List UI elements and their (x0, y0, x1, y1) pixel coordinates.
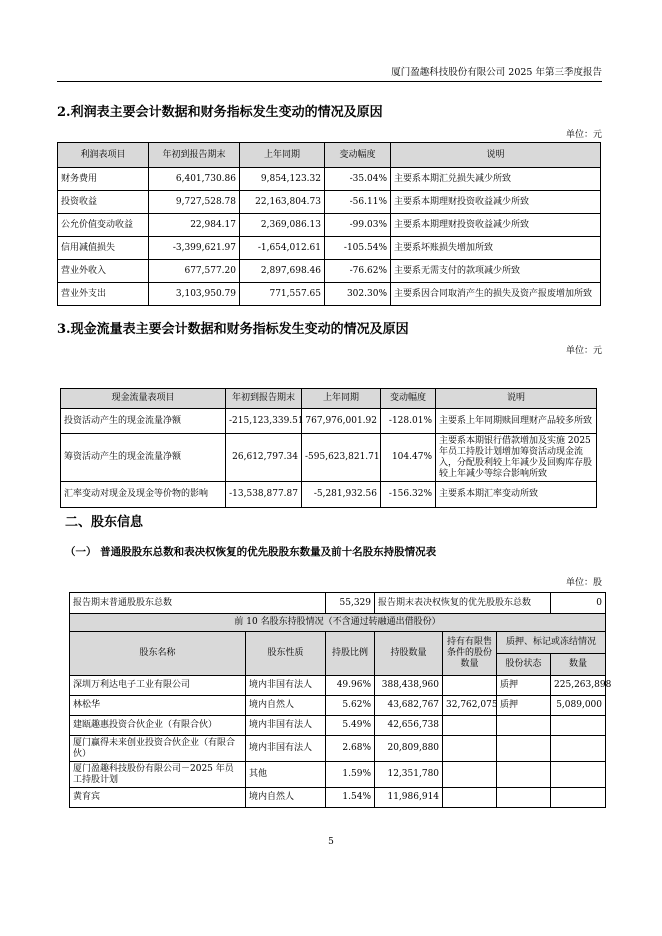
shareholder-restricted: 32,762,075 (443, 696, 497, 716)
income-change: 302.30% (325, 283, 391, 306)
income-change: -35.04% (325, 168, 391, 191)
table-row (61, 409, 597, 434)
table-row (70, 788, 606, 808)
cashflow-col-change: 变动幅度 (381, 389, 436, 409)
shareholder-qty: 43,682,767 (375, 696, 443, 716)
shareholder-name: 林松华 (70, 696, 246, 716)
cashflow-note: 主要系本期银行借款增加及实施 2025 年员工持股计划增加筹资活动现金流入，分配股利较上年减少及回购库存股较上年减少等综合影响所致 (436, 434, 597, 482)
shareholder-amount (551, 716, 606, 736)
cashflow-note: 主要系上年同期赎回理财产品较多所致 (436, 409, 597, 434)
table-row (70, 676, 606, 696)
table-row (61, 434, 597, 482)
shareholder-name: 厦门赢得未来创业投资合伙企业（有限合伙） (70, 736, 246, 762)
shareholder-status (497, 788, 551, 808)
shareholder-qty: 12,351,780 (375, 762, 443, 788)
income-col-change: 变动幅度 (325, 143, 391, 168)
col-pledge: 质押、标记或冻结情况 (497, 632, 606, 654)
shareholder-ratio: 2.68% (326, 736, 375, 762)
shareholder-nature: 境内非国有法人 (246, 716, 326, 736)
income-current: 3,103,950.79 (149, 283, 240, 306)
shareholder-status: 质押 (497, 676, 551, 696)
cashflow-heading: 3.现金流量表主要会计数据和财务指标发生变动的情况及原因 (57, 322, 409, 337)
cashflow-col-prior: 上年同期 (302, 389, 381, 409)
shareholder-ratio: 5.49% (326, 716, 375, 736)
income-prior: 22,163,804.73 (240, 191, 325, 214)
income-prior: 2,897,698.46 (240, 260, 325, 283)
income-change: -56.11% (325, 191, 391, 214)
top10-title-row (70, 614, 606, 632)
cashflow-prior: -595,623,821.71 (302, 434, 381, 482)
table-row (58, 168, 601, 191)
shareholder-name: 深圳万利达电子工业有限公司 (70, 676, 246, 696)
table-row (58, 260, 601, 283)
table-row (70, 762, 606, 788)
income-change: -76.62% (325, 260, 391, 283)
income-col-prior: 上年同期 (240, 143, 325, 168)
shareholder-restricted (443, 736, 497, 762)
income-col-current: 年初到报告期末 (149, 143, 240, 168)
shareholder-nature: 其他 (246, 762, 326, 788)
income-note: 主要系因合同取消产生的损失及资产报废增加所致 (391, 283, 601, 306)
shareholder-amount: 225,263,898 (551, 676, 606, 696)
shareholder-sub-title: （一） 普通股股东总数和表决权恢复的优先股股东数量及前十名股东持股情况表 (65, 546, 437, 558)
shareholder-status (497, 762, 551, 788)
shareholder-nature: 境内非国有法人 (246, 736, 326, 762)
shareholder-amount (551, 736, 606, 762)
col-status: 股份状态 (497, 654, 551, 676)
cashflow-table (60, 388, 597, 508)
shareholder-unit: 单位：股 (565, 578, 602, 588)
cashflow-item: 投资活动产生的现金流量净额 (61, 409, 226, 434)
income-note: 主要系本期理财投资收益减少所致 (391, 191, 601, 214)
cashflow-current: -13,538,877.87 (226, 482, 302, 508)
shareholder-nature: 境内自然人 (246, 696, 326, 716)
cashflow-change: 104.47% (381, 434, 436, 482)
total-shareholders-row (70, 593, 606, 614)
pref-shareholders-value: 0 (551, 593, 606, 614)
total-shareholders-label: 报告期末普通股股东总数 (70, 593, 326, 614)
table-row (61, 482, 597, 508)
cashflow-current: -215,123,339.51 (226, 409, 302, 434)
shareholder-restricted (443, 716, 497, 736)
shareholder-qty: 20,809,880 (375, 736, 443, 762)
col-name: 股东名称 (70, 632, 246, 676)
shareholder-name: 厦门盈趣科技股份有限公司－2025 年员工持股计划 (70, 762, 246, 788)
top10-title: 前 10 名股东持股情况（不含通过转融通出借股份） (70, 614, 606, 632)
income-item: 投资收益 (58, 191, 149, 214)
shareholder-name: 建瓯趣惠投资合伙企业（有限合伙） (70, 716, 246, 736)
income-prior: -1,654,012.61 (240, 237, 325, 260)
table-row (70, 696, 606, 716)
shareholder-amount (551, 788, 606, 808)
table-row (58, 237, 601, 260)
shareholder-nature: 境内非国有法人 (246, 676, 326, 696)
income-heading: 2.利润表主要会计数据和财务指标发生变动的情况及原因 (57, 105, 383, 120)
shareholder-status (497, 736, 551, 762)
shareholder-header-row-1 (70, 632, 606, 654)
income-item: 营业外收入 (58, 260, 149, 283)
cashflow-item: 筹资活动产生的现金流量净额 (61, 434, 226, 482)
cashflow-col-current: 年初到报告期末 (226, 389, 302, 409)
table-row (70, 736, 606, 762)
cashflow-prior: -5,281,932.56 (302, 482, 381, 508)
income-col-note: 说明 (391, 143, 601, 168)
income-table (57, 142, 601, 306)
shareholder-restricted (443, 676, 497, 696)
income-item: 信用减值损失 (58, 237, 149, 260)
cashflow-header-row (61, 389, 597, 409)
shareholder-qty: 11,986,914 (375, 788, 443, 808)
shareholder-nature: 境内自然人 (246, 788, 326, 808)
shareholder-table (69, 592, 612, 808)
income-unit: 单位：元 (565, 130, 602, 140)
income-prior: 771,557.65 (240, 283, 325, 306)
total-shareholders-value: 55,329 (326, 593, 375, 614)
income-change: -105.54% (325, 237, 391, 260)
page-number: 5 (328, 837, 334, 847)
page-header: 厦门盈趣科技股份有限公司 2025 年第三季度报告 (391, 67, 602, 78)
table-row (70, 716, 606, 736)
shareholder-section-title: 二、股东信息 (65, 515, 144, 530)
col-restricted: 持有有限售条件的股份数量 (443, 632, 497, 676)
income-note: 主要系本期理财投资收益减少所致 (391, 214, 601, 237)
income-item: 公允价值变动收益 (58, 214, 149, 237)
income-prior: 2,369,086.13 (240, 214, 325, 237)
income-note: 主要系本期汇兑损失减少所致 (391, 168, 601, 191)
cashflow-change: -156.32% (381, 482, 436, 508)
income-note: 主要系无需支付的款项减少所致 (391, 260, 601, 283)
shareholder-name: 黄育宾 (70, 788, 246, 808)
cashflow-unit: 单位：元 (565, 346, 602, 356)
cashflow-item: 汇率变动对现金及现金等价物的影响 (61, 482, 226, 508)
shareholder-restricted (443, 762, 497, 788)
income-current: -3,399,621.97 (149, 237, 240, 260)
income-current: 9,727,528.78 (149, 191, 240, 214)
table-row (58, 191, 601, 214)
income-current: 677,577.20 (149, 260, 240, 283)
shareholder-status (497, 716, 551, 736)
income-current: 6,401,730.86 (149, 168, 240, 191)
shareholder-ratio: 1.59% (326, 762, 375, 788)
cashflow-current: 26,612,797.34 (226, 434, 302, 482)
col-qty: 持股数量 (375, 632, 443, 676)
cashflow-change: -128.01% (381, 409, 436, 434)
col-amount: 数量 (551, 654, 606, 676)
cashflow-col-item: 现金流量表项目 (61, 389, 226, 409)
shareholder-amount (551, 762, 606, 788)
income-current: 22,984.17 (149, 214, 240, 237)
shareholder-status: 质押 (497, 696, 551, 716)
shareholder-restricted (443, 788, 497, 808)
income-item: 营业外支出 (58, 283, 149, 306)
pref-shareholders-label: 报告期末表决权恢复的优先股股东总数 (375, 593, 551, 614)
header-divider (57, 81, 602, 82)
shareholder-qty: 388,438,960 (375, 676, 443, 696)
table-row (58, 283, 601, 306)
income-item: 财务费用 (58, 168, 149, 191)
income-header-row (58, 143, 601, 168)
table-row (58, 214, 601, 237)
income-prior: 9,854,123.32 (240, 168, 325, 191)
cashflow-note: 主要系本期汇率变动所致 (436, 482, 597, 508)
col-ratio: 持股比例 (326, 632, 375, 676)
cashflow-prior: 767,976,001.92 (302, 409, 381, 434)
income-col-item: 利润表项目 (58, 143, 149, 168)
shareholder-amount: 5,089,000 (551, 696, 606, 716)
shareholder-ratio: 49.96% (326, 676, 375, 696)
cashflow-col-note: 说明 (436, 389, 597, 409)
shareholder-ratio: 5.62% (326, 696, 375, 716)
income-change: -99.03% (325, 214, 391, 237)
shareholder-ratio: 1.54% (326, 788, 375, 808)
shareholder-qty: 42,656,738 (375, 716, 443, 736)
income-note: 主要系坏账损失增加所致 (391, 237, 601, 260)
col-nature: 股东性质 (246, 632, 326, 676)
